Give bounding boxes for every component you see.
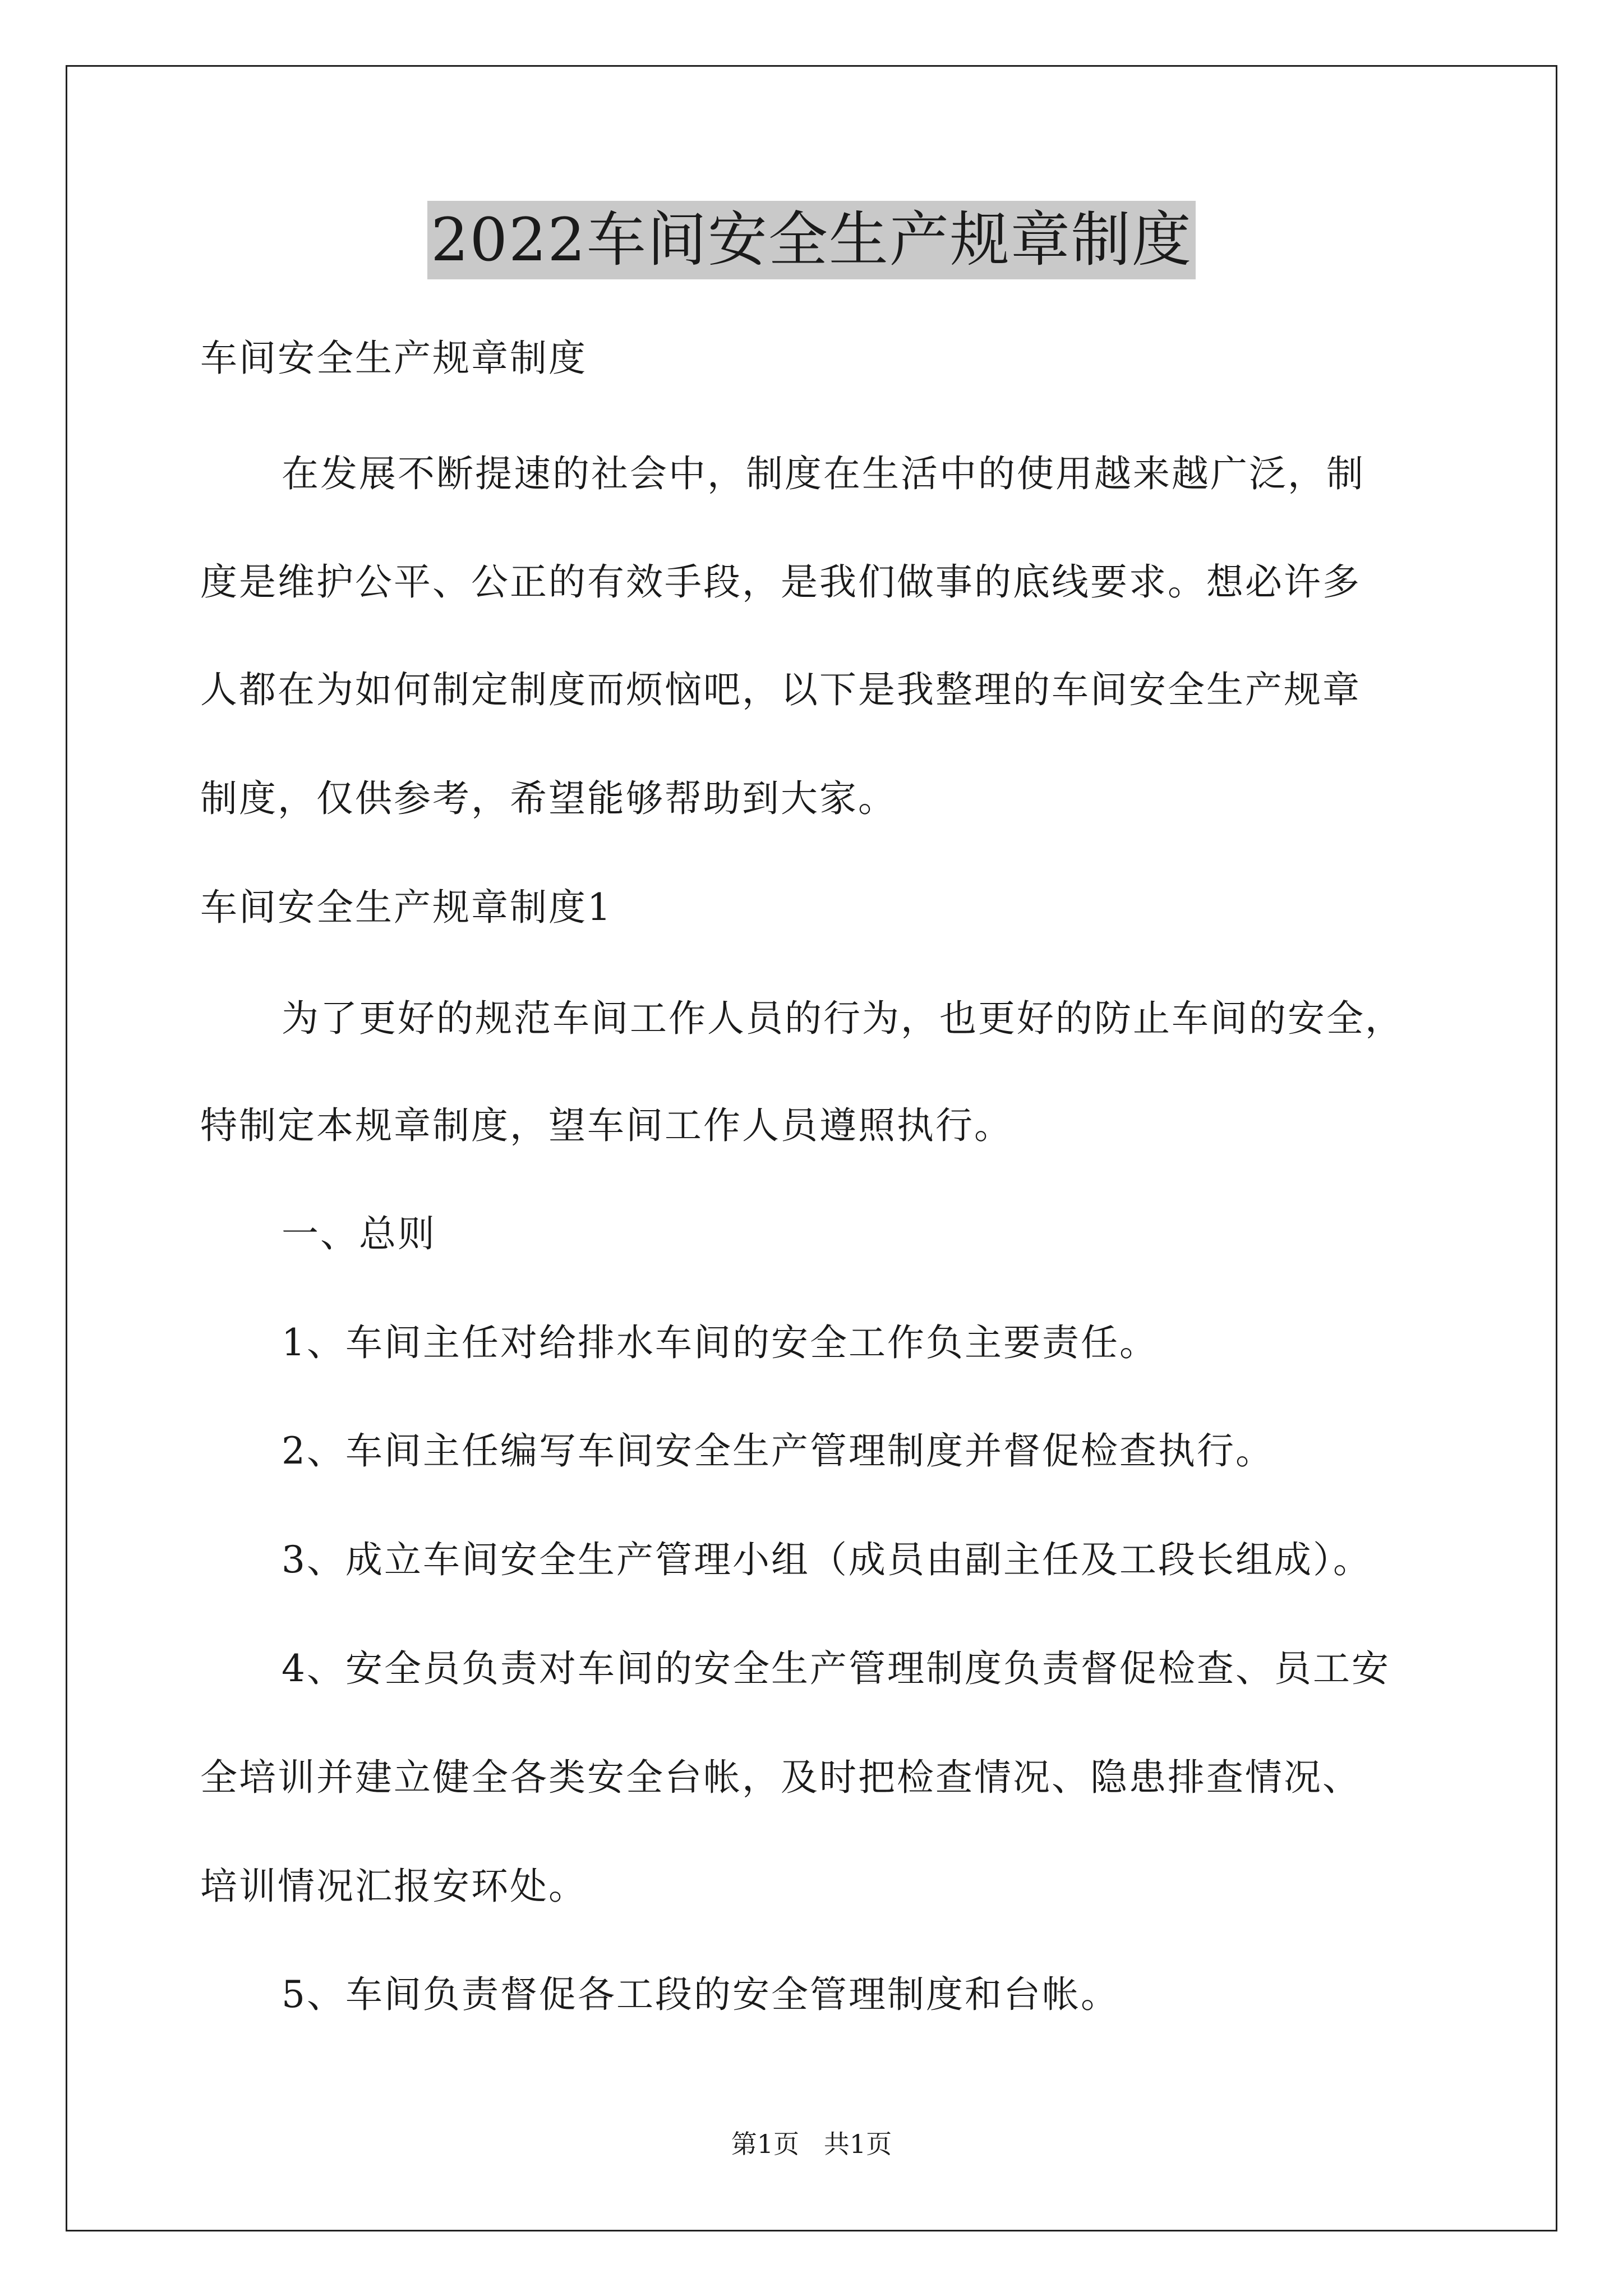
list-item: 4、安全员负责对车间的安全生产管理制度负责督促检查、员工安: [282, 1647, 1390, 1690]
list-item-continuation: 全培训并建立健全各类安全台帐，及时把检查情况、隐患排查情况、: [200, 1756, 1361, 1799]
subtitle-line: 车间安全生产规章制度: [200, 337, 587, 380]
paragraph-line: 制度，仅供参考，希望能够帮助到大家。: [200, 777, 897, 820]
list-item: 1、车间主任对给排水车间的安全工作负主要责任。: [282, 1321, 1158, 1364]
paragraph-line: 度是维护公平、公正的有效手段，是我们做事的底线要求。想必许多: [200, 560, 1361, 604]
paragraph-line: 为了更好的规范车间工作人员的行为，也更好的防止车间的安全，: [282, 997, 1404, 1040]
page-footer: 第1页 共1页: [731, 2129, 892, 2159]
paragraph-line: 特制定本规章制度，望车间工作人员遵照执行。: [200, 1104, 1013, 1147]
list-item: 5、车间负责督促各工段的安全管理制度和台帐。: [282, 1973, 1119, 2016]
subsection-heading: 一、总则: [282, 1212, 436, 1255]
list-item: 3、成立车间安全生产管理小组（成员由副主任及工段长组成）。: [282, 1538, 1372, 1581]
paragraph-line: 在发展不断提速的社会中，制度在生活中的使用越来越广泛，制: [282, 452, 1365, 495]
list-item: 2、车间主任编写车间安全生产管理制度并督促检查执行。: [282, 1429, 1274, 1473]
section-heading: 车间安全生产规章制度1: [200, 886, 612, 929]
title-container: [0, 201, 1623, 279]
document-title: 2022车间安全生产规章制度: [427, 201, 1196, 279]
list-item-continuation: 培训情况汇报安环处。: [200, 1865, 587, 1908]
paragraph-line: 人都在为如何制定制度而烦恼吧，以下是我整理的车间安全生产规章: [200, 668, 1361, 711]
